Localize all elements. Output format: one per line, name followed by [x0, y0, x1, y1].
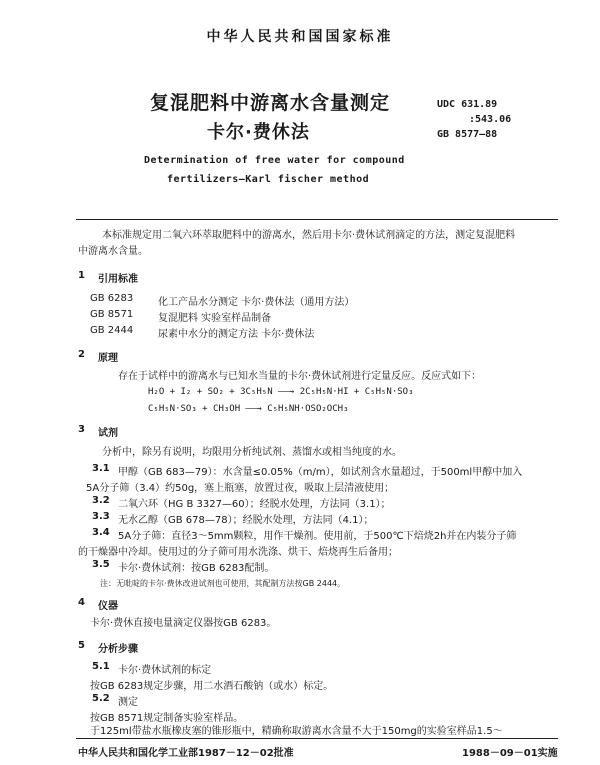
implementation-date: 1988－09－01实施 — [462, 748, 558, 759]
approval-date: 中华人民共和国化学工业部1987－12－02批准 — [78, 748, 294, 759]
section-5-title: 分析步骤 — [98, 644, 138, 655]
reagent-3-1-number: 3.1 — [92, 463, 110, 474]
reagent-3-1-line1: 甲醇（GB 683—79）：水含量≤0.05%（m/m），如试剂含水量超过，于500ml甲醇中加入 — [118, 467, 523, 478]
reaction-equation-1: H₂O + I₂ + SO₂ + 3C₅H₅N ——→ 2C₅H₅N·HI + C₅H₅N·SO₃ — [148, 387, 414, 397]
reagent-note: 注：无吡啶的卡尔·费休改进试剂也可使用，其配制方法按GB 2444。 — [100, 579, 346, 588]
reference-code: GB 6283 — [90, 293, 134, 304]
reagent-3-5-text: 卡尔·费休试剂：按GB 6283配制。 — [118, 563, 275, 574]
footer-rule — [76, 738, 558, 739]
reagent-3-3-number: 3.3 — [92, 511, 110, 522]
reagent-3-3-text: 无水乙醇（GB 678—78）；经脱水处理，方法同（4.1）； — [118, 515, 374, 526]
instruments-text: 卡尔·费休直接电量滴定仪器按GB 6283。 — [90, 618, 277, 629]
reference-text: 化工产品水分测定 卡尔·费休法（通用方法） — [158, 297, 355, 308]
reagent-3-4-line2: 的干燥器中冷却。使用过的分子筛可用水洗涤、烘干、焙烧再生后备用； — [78, 547, 398, 558]
intro-line1: 本标准规定用二氧六环萃取肥料中的游离水，然后用卡尔·费休试剂滴定的方法，测定复混肥料 — [102, 230, 516, 241]
procedure-5-1-number: 5.1 — [92, 661, 110, 672]
procedure-5-2-number: 5.2 — [92, 693, 110, 704]
procedure-5-2-title: 测定 — [118, 697, 138, 708]
reagents-intro: 分析中，除另有说明，均限用分析纯试剂、蒸馏水或相当纯度的水。 — [102, 447, 402, 458]
section-4-number: 4 — [78, 597, 85, 608]
reagent-3-2-text: 二氧六环（HG B 3327—60）；经脱水处理，方法同（3.1）； — [118, 499, 391, 510]
header-rule — [76, 219, 558, 220]
procedure-5-2-line2: 于125ml带盐水瓶橡皮塞的锥形瓶中，精确称取游离水含量不大于150mg的实验室样品1.5～ — [90, 726, 503, 737]
section-1-number: 1 — [78, 270, 85, 281]
procedure-5-1-title: 卡尔·费休试剂的标定 — [118, 665, 212, 676]
reagent-3-1-line2: 5A分子筛（3.4）约50g，塞上瓶塞，放置过夜，吸取上层清液使用； — [86, 483, 395, 494]
reference-text: 尿素中水分的测定方法 卡尔·费休法 — [158, 329, 315, 340]
reagent-3-4-number: 3.4 — [92, 527, 110, 538]
section-5-number: 5 — [78, 640, 85, 651]
section-3-number: 3 — [78, 424, 85, 435]
section-2-title: 原理 — [98, 353, 118, 364]
reagent-3-4-line1: 5A分子筛：直径3～5mm颗粒，用作干燥剂。使用前，于500℃下焙烧2h并在内装分子筛 — [118, 531, 517, 542]
section-3-title: 试剂 — [98, 428, 118, 439]
standard-header: 中华人民共和国国家标准 — [206, 29, 394, 45]
reference-code: GB 8571 — [90, 309, 134, 320]
english-title-line1: Determination of free water for compound — [144, 155, 405, 166]
gb-code: GB 8577—88 — [437, 129, 498, 140]
reference-code: GB 2444 — [90, 325, 134, 336]
reaction-equation-2: C₅H₅N·SO₃ + CH₃OH ——→ C₅H₅NH·OSO₂OCH₃ — [148, 404, 349, 414]
procedure-5-2-line1: 按GB 8571规定制备实验室样品。 — [90, 713, 244, 724]
section-1-title: 引用标准 — [98, 274, 138, 285]
english-title-line2: fertilizers—Karl fischer method — [167, 174, 370, 185]
section-4-title: 仪器 — [98, 601, 118, 612]
udc-code-continuation: :543.06 — [469, 114, 512, 125]
reagent-3-5-number: 3.5 — [92, 559, 110, 570]
section-2-number: 2 — [78, 349, 85, 360]
document-title: 复混肥料中游离水含量测定 — [150, 92, 391, 114]
intro-line2: 中游离水含量。 — [78, 246, 148, 257]
procedure-5-1-text: 按GB 6283规定步骤，用二水酒石酸钠（或水）标定。 — [90, 681, 334, 692]
udc-code: UDC 631.89 — [437, 99, 498, 110]
reference-text: 复混肥料 实验室样品制备 — [158, 313, 272, 324]
reagent-3-2-number: 3.2 — [92, 495, 110, 506]
principle-text: 存在于试样中的游离水与已知水当量的卡尔·费休试剂进行定量反应。反应式如下： — [118, 371, 482, 382]
document-subtitle: 卡尔·费休法 — [207, 122, 310, 143]
